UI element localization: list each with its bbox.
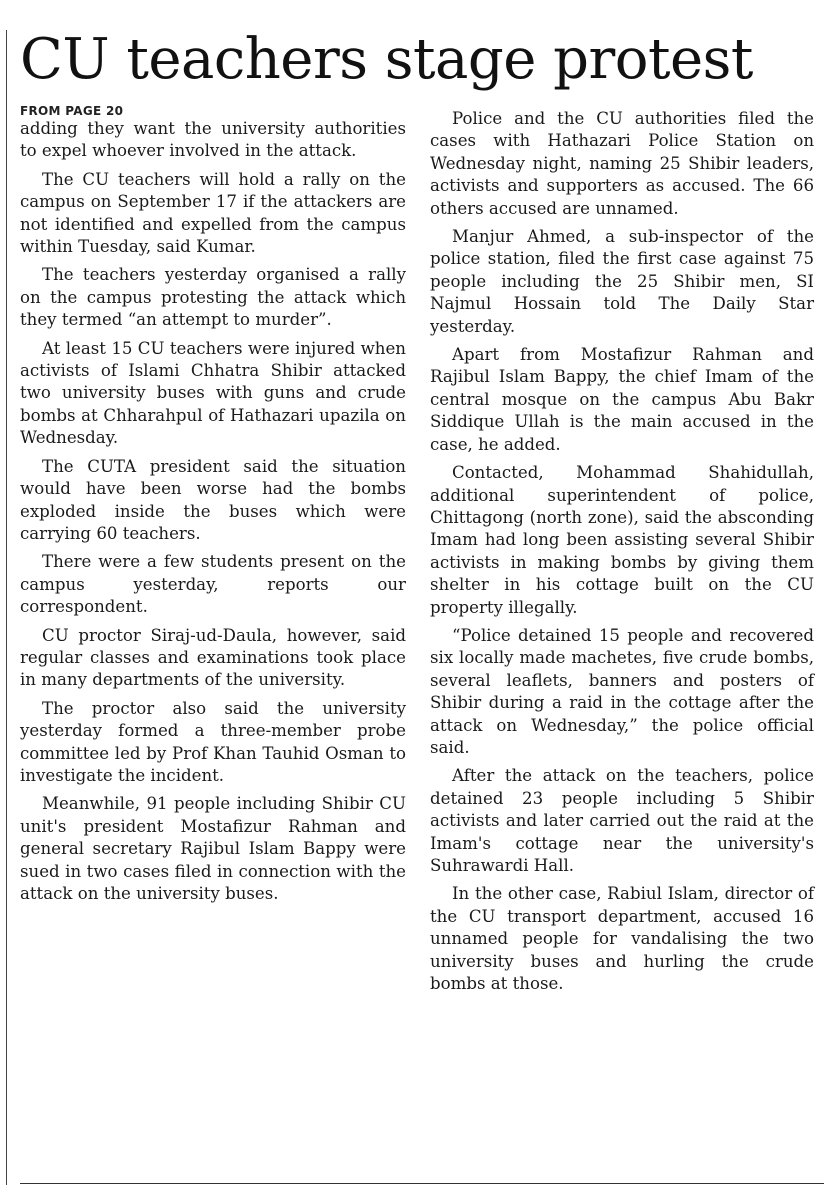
left-column-rule xyxy=(6,30,7,1185)
article-paragraph: “Police detained 15 people and recovered six locally made machetes, five crude bombs, several leaflets, banners and posters of Shibir during a raid in the cottage after the attack on Wednesday,” the police official said. xyxy=(430,625,814,757)
article-headline: CU teachers stage protest xyxy=(20,27,753,92)
article-right-column xyxy=(430,108,814,1001)
article-paragraph: The CU teachers will hold a rally on the campus on September 17 if the attackers are not identified and expelled from the campus within Tuesday, said Kumar. xyxy=(20,169,406,257)
bottom-rule xyxy=(20,1183,824,1184)
article-paragraph: In the other case, Rabiul Islam, director of the CU transport department, accused 16 unnamed people for vandalising the two university buses and hurling the crude bombs at those. xyxy=(430,884,814,994)
article-left-column xyxy=(20,104,406,911)
article-paragraph: adding they want the university authorities to expel whoever involved in the attack. xyxy=(20,119,406,161)
article-paragraph: The proctor also said the university yesterday formed a three-member probe committee led by Prof Khan Tauhid Osman to investigate the incident. xyxy=(20,698,406,785)
article-paragraph: The teachers yesterday organised a rally on the campus protesting the attack which they termed “an attempt to murder”. xyxy=(20,265,406,330)
article-paragraph: After the attack on the teachers, police detained 23 people including 5 Shibir activists and later carried out the raid at the Imam's cottage near the university's Suhrawardi Hall. xyxy=(430,766,814,875)
article-paragraph: There were a few students present on the campus yesterday, reports our correspondent. xyxy=(20,552,406,617)
jump-line: FROM PAGE 20 xyxy=(20,104,124,118)
article-paragraph: Meanwhile, 91 people including Shibir CU unit's president Mostafizur Rahman and general secretary Rajibul Islam Bappy were sued in two cases filed in connection with the attack on the university buses. xyxy=(20,794,406,903)
article-paragraph: Apart from Mostafizur Rahman and Rajibul Islam Bappy, the chief Imam of the central mosque on the campus Abu Bakr Siddique Ullah is the main accused in the case, he added. xyxy=(430,345,814,454)
article-paragraph: At least 15 CU teachers were injured when activists of Islami Chhatra Shibir attacked two university buses with guns and crude bombs at Chharahpul of Hathazari upazila on Wednesday. xyxy=(20,338,406,448)
article-paragraph: Police and the CU authorities filed the cases with Hathazari Police Station on Wednesday night, naming 25 Shibir leaders, activists and supporters as accused. The 66 others accused are unnamed. xyxy=(430,109,814,218)
article-paragraph: CU proctor Siraj-ud-Daula, however, said regular classes and examinations took place in many departments of the university. xyxy=(20,625,406,690)
article-paragraph: The CUTA president said the situation would have been worse had the bombs exploded inside the buses which were carrying 60 teachers. xyxy=(20,456,406,543)
article-paragraph: Contacted, Mohammad Shahidullah, additional superintendent of police, Chittagong (north zone), said the absconding Imam had long been assisting several Shibir activists in making bombs by giving them shelter in his cottage built on the CU property illegally. xyxy=(430,463,814,617)
article-paragraph: Manjur Ahmed, a sub-inspector of the police station, filed the first case against 75 people including the 25 Shibir men, SI Najmul Hossain told The Daily Star yesterday. xyxy=(430,227,814,336)
